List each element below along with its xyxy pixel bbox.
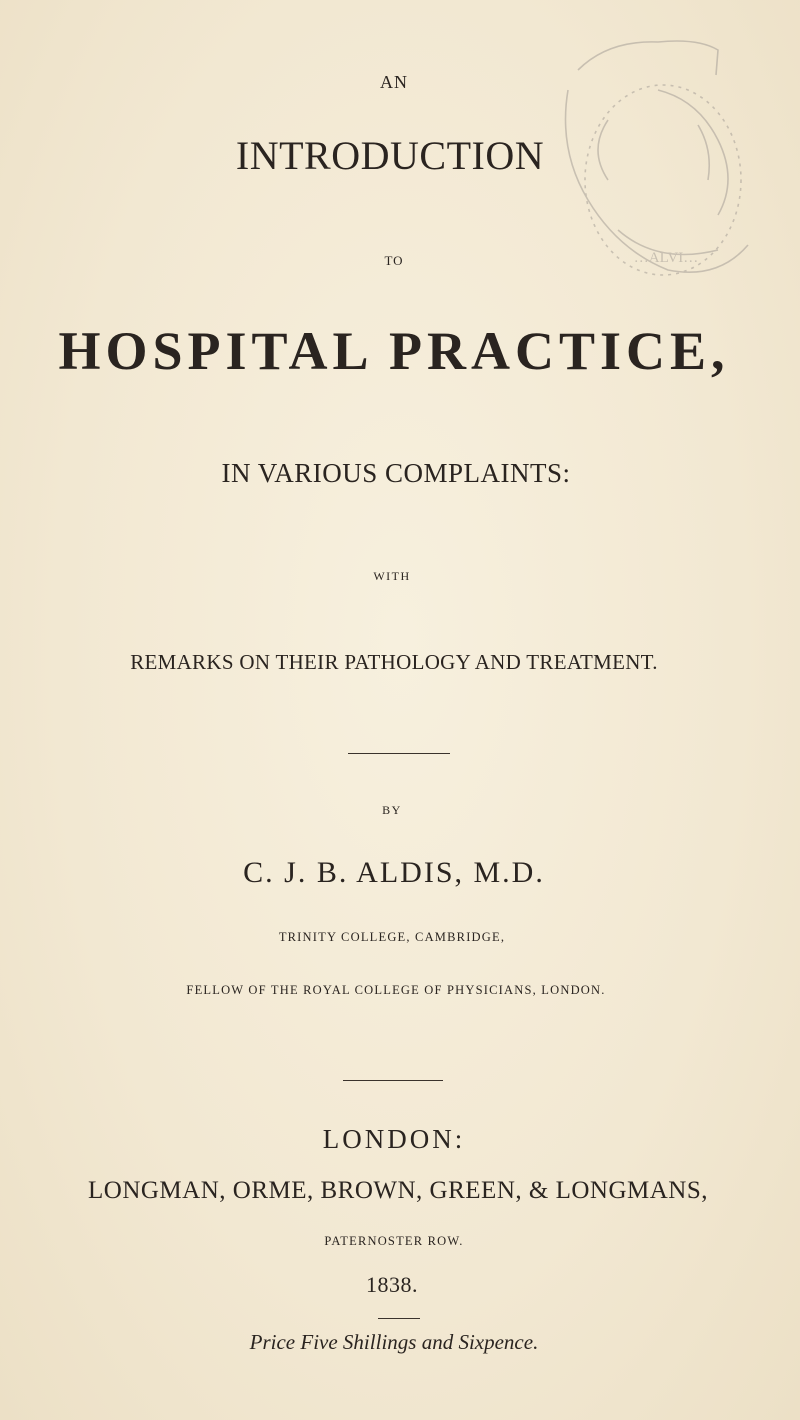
divider-rule-2	[343, 1080, 443, 1081]
title: INTRODUCTION	[235, 133, 545, 178]
pre-title: AN	[380, 72, 408, 92]
affiliation-1: TRINITY COLLEGE, CAMBRIDGE,	[278, 930, 506, 944]
price: Price Five Shillings and Sixpence.	[249, 1330, 539, 1354]
connector: TO	[384, 253, 404, 268]
main-title: HOSPITAL PRACTICE,	[58, 321, 730, 381]
place: LONDON:	[322, 1124, 466, 1154]
subtitle: IN VARIOUS COMPLAINTS:	[221, 458, 571, 488]
publisher: LONGMAN, ORME, BROWN, GREEN, & LONGMANS,	[88, 1177, 708, 1204]
with-word: WITH	[373, 569, 411, 583]
affiliation-2: FELLOW OF THE ROYAL COLLEGE OF PHYSICIANS, LONDON.	[186, 983, 606, 997]
year: 1838.	[366, 1272, 418, 1297]
publisher-address: PATERNOSTER ROW.	[324, 1234, 464, 1248]
by-word: BY	[382, 803, 402, 817]
remarks: REMARKS ON THEIR PATHOLOGY AND TREATMENT.	[130, 650, 658, 674]
author: C. J. B. ALDIS, M.D.	[243, 856, 545, 889]
divider-rule-1	[348, 753, 450, 754]
divider-rule-3	[378, 1318, 420, 1319]
stamp-text: …ALVI…	[633, 250, 699, 266]
